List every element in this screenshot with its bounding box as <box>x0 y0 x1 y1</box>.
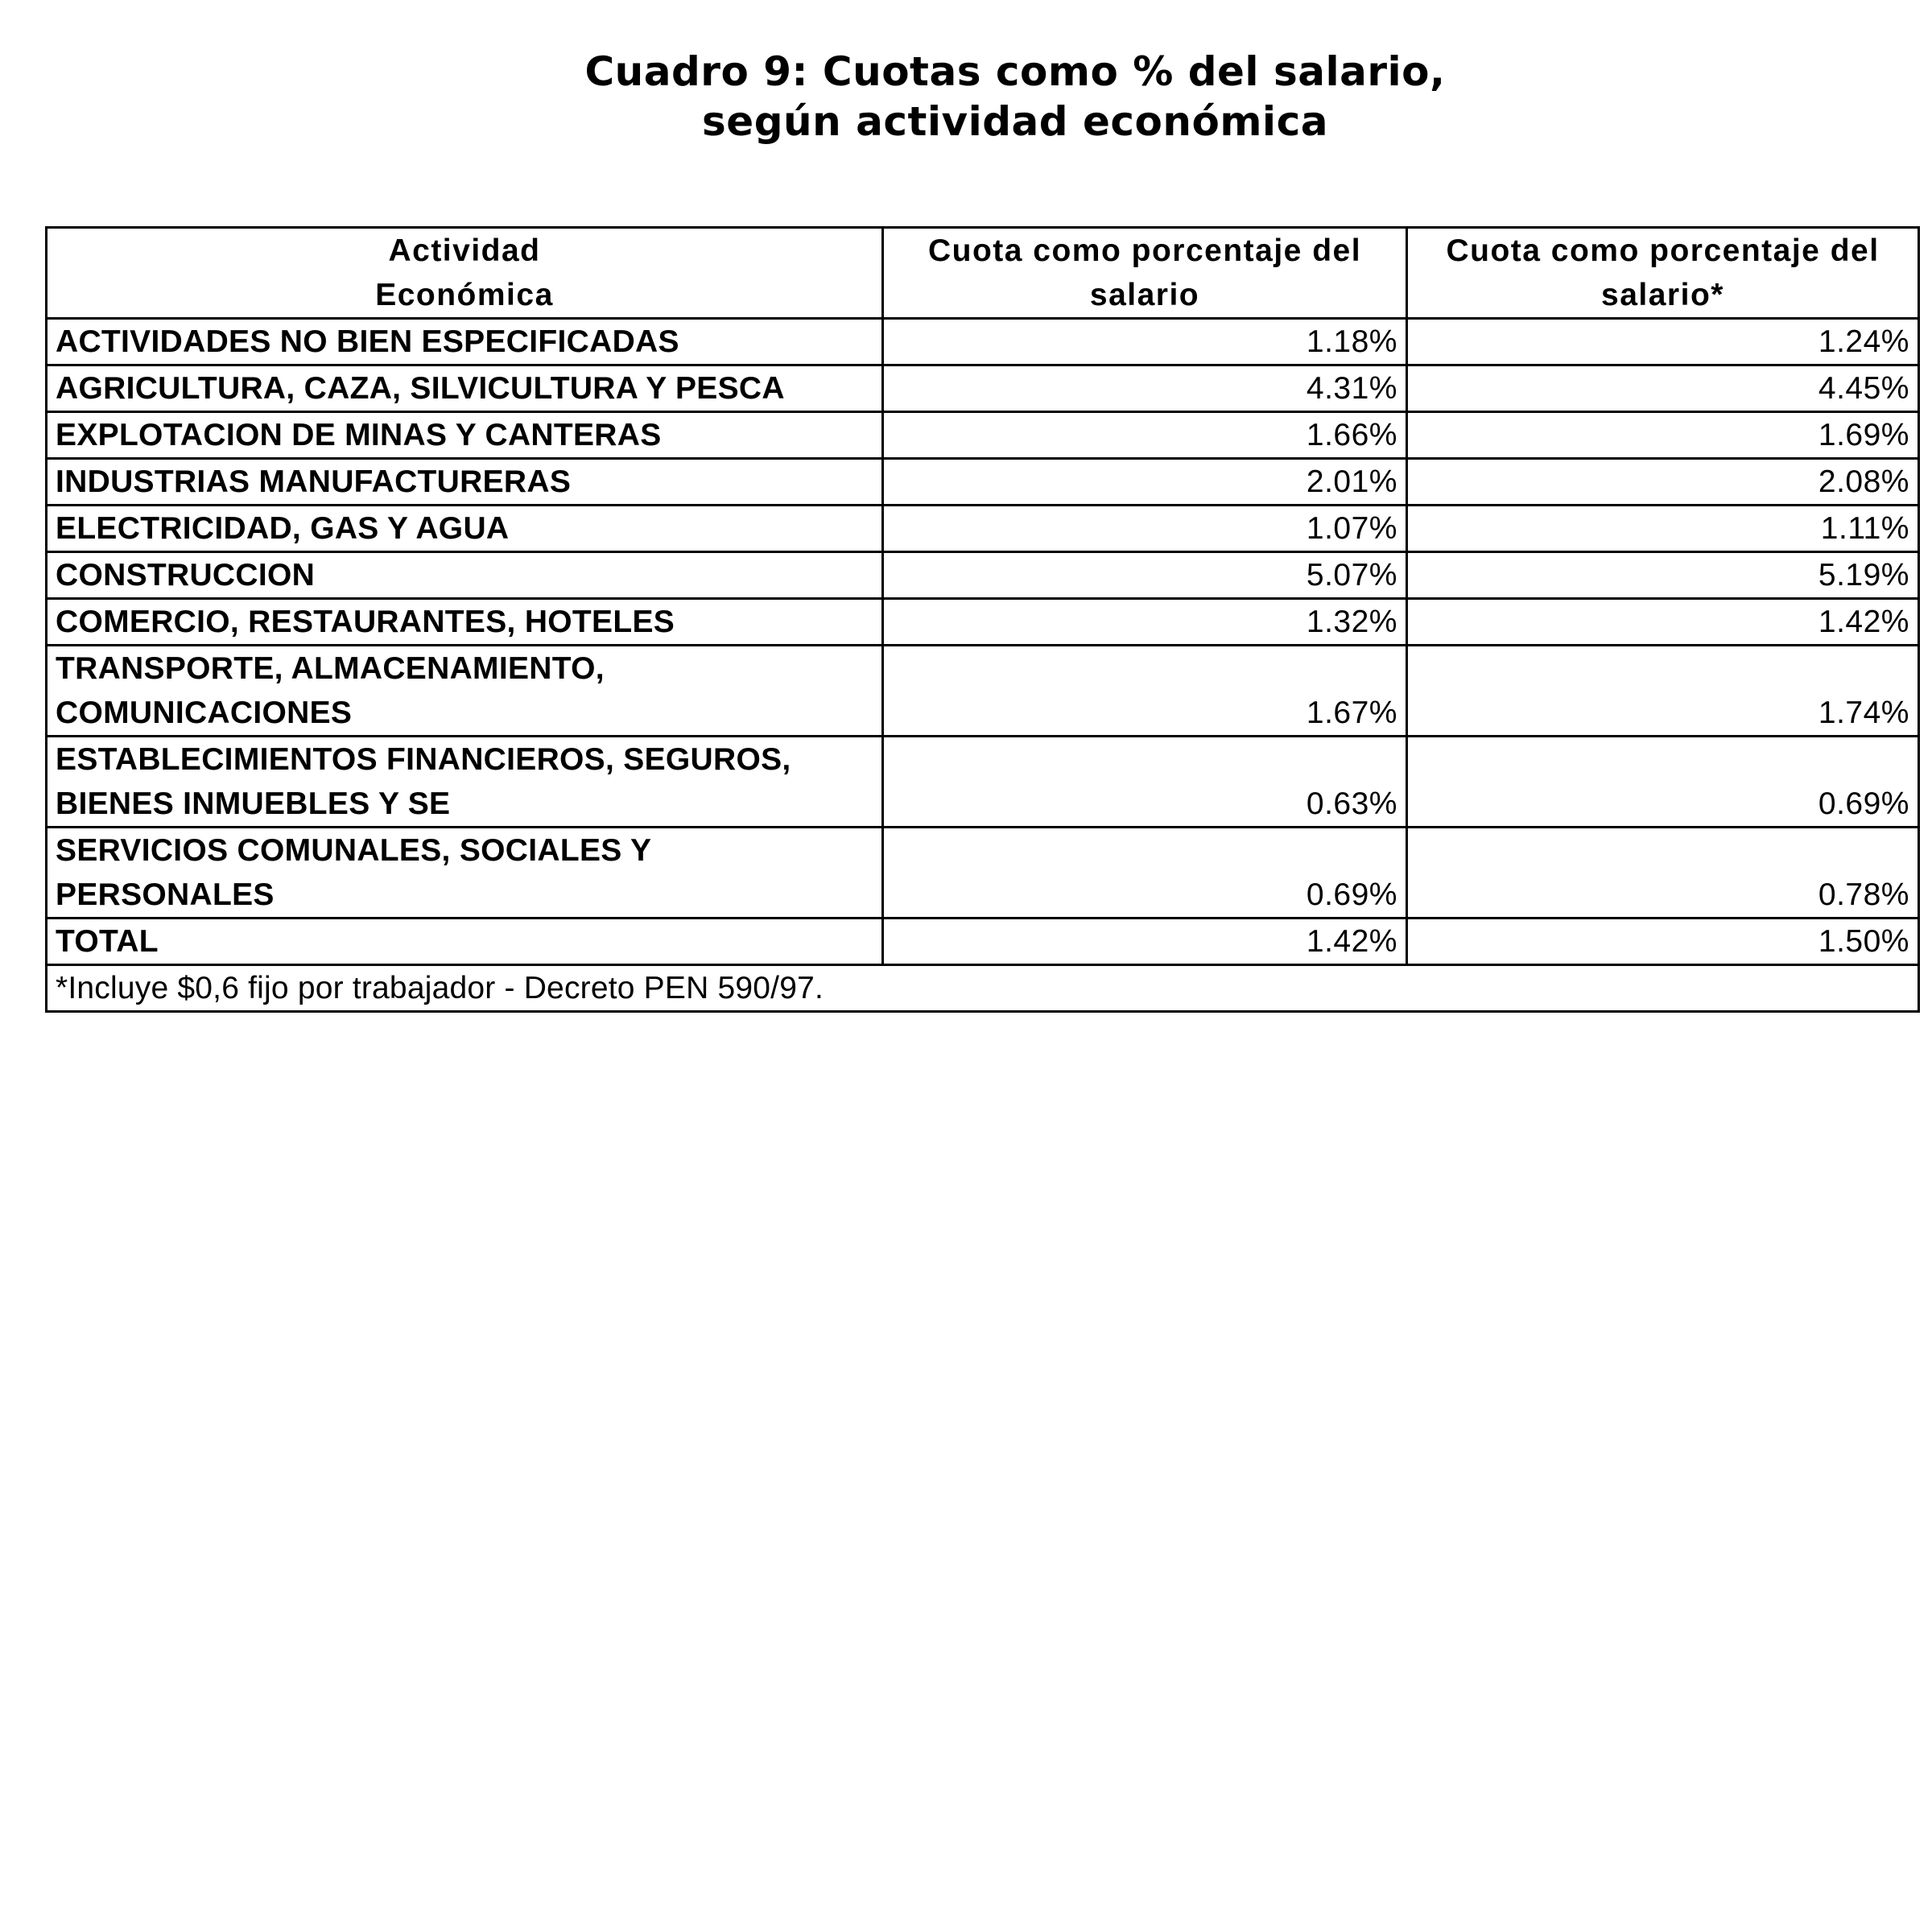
row-cuota: 1.18% <box>883 319 1407 365</box>
row-label: ACTIVIDADES NO BIEN ESPECIFICADAS <box>47 319 883 365</box>
header-cuota <box>883 228 1407 319</box>
footnote: *Incluye $0,6 fijo por trabajador - Decreto PEN 590/97. <box>47 965 1919 1012</box>
table-row <box>47 552 1919 599</box>
row-label: CONSTRUCCION <box>47 552 883 599</box>
title-line-1: Cuadro 9: Cuotas como % del salario, <box>584 48 1446 95</box>
header-cuota-line-1: Cuota como porcentaje del <box>927 233 1362 268</box>
footnote-row <box>47 965 1919 1012</box>
header-cuota-fijo <box>1407 228 1919 319</box>
table-row <box>47 737 1919 828</box>
row-cuota: 1.67% <box>883 646 1407 737</box>
table-header-row <box>47 228 1919 319</box>
row-cuota-fijo: 1.24% <box>1407 319 1919 365</box>
row-label: COMERCIO, RESTAURANTES, HOTELES <box>47 599 883 646</box>
row-label: TRANSPORTE, ALMACENAMIENTO, COMUNICACIONES <box>47 646 883 737</box>
row-cuota: 1.42% <box>883 919 1407 965</box>
table-row <box>47 599 1919 646</box>
row-cuota-fijo: 1.74% <box>1407 646 1919 737</box>
row-label: ESTABLECIMIENTOS FINANCIEROS, SEGUROS, BIENES INMUEBLES Y SE <box>47 737 883 828</box>
table-row <box>47 365 1919 412</box>
row-cuota: 0.69% <box>883 828 1407 919</box>
cuotas-table <box>45 226 1920 1013</box>
row-label: SERVICIOS COMUNALES, SOCIALES Y PERSONALES <box>47 828 883 919</box>
header-actividad-line-2: Económica <box>375 278 554 312</box>
row-cuota-fijo: 0.69% <box>1407 737 1919 828</box>
title-line-2: según actividad económica <box>702 98 1328 145</box>
row-cuota-fijo: 5.19% <box>1407 552 1919 599</box>
row-label: INDUSTRIAS MANUFACTURERAS <box>47 459 883 506</box>
header-cuota-fijo-line-1: Cuota como porcentaje del <box>1446 233 1880 268</box>
header-cuota-fijo-line-2: salario* <box>1601 278 1724 312</box>
row-label: EXPLOTACION DE MINAS Y CANTERAS <box>47 412 883 459</box>
row-cuota: 1.32% <box>883 599 1407 646</box>
header-actividad-line-1: Actividad <box>388 233 541 268</box>
row-cuota: 2.01% <box>883 459 1407 506</box>
row-cuota-fijo: 1.50% <box>1407 919 1919 965</box>
table-row <box>47 646 1919 737</box>
row-label: TOTAL <box>47 919 883 965</box>
page-title <box>0 47 1932 147</box>
row-cuota-fijo: 1.42% <box>1407 599 1919 646</box>
row-label: AGRICULTURA, CAZA, SILVICULTURA Y PESCA <box>47 365 883 412</box>
header-cuota-line-2: salario <box>1089 278 1200 312</box>
table-row <box>47 459 1919 506</box>
table-row <box>47 412 1919 459</box>
row-cuota: 0.63% <box>883 737 1407 828</box>
table-row <box>47 506 1919 552</box>
table-row <box>47 319 1919 365</box>
row-cuota-fijo: 4.45% <box>1407 365 1919 412</box>
header-actividad <box>47 228 883 319</box>
row-cuota: 4.31% <box>883 365 1407 412</box>
row-cuota-fijo: 2.08% <box>1407 459 1919 506</box>
row-cuota-fijo: 1.69% <box>1407 412 1919 459</box>
table-row-total <box>47 919 1919 965</box>
row-cuota: 5.07% <box>883 552 1407 599</box>
row-cuota-fijo: 1.11% <box>1407 506 1919 552</box>
row-cuota: 1.07% <box>883 506 1407 552</box>
row-label: ELECTRICIDAD, GAS Y AGUA <box>47 506 883 552</box>
row-cuota-fijo: 0.78% <box>1407 828 1919 919</box>
table-row <box>47 828 1919 919</box>
row-cuota: 1.66% <box>883 412 1407 459</box>
